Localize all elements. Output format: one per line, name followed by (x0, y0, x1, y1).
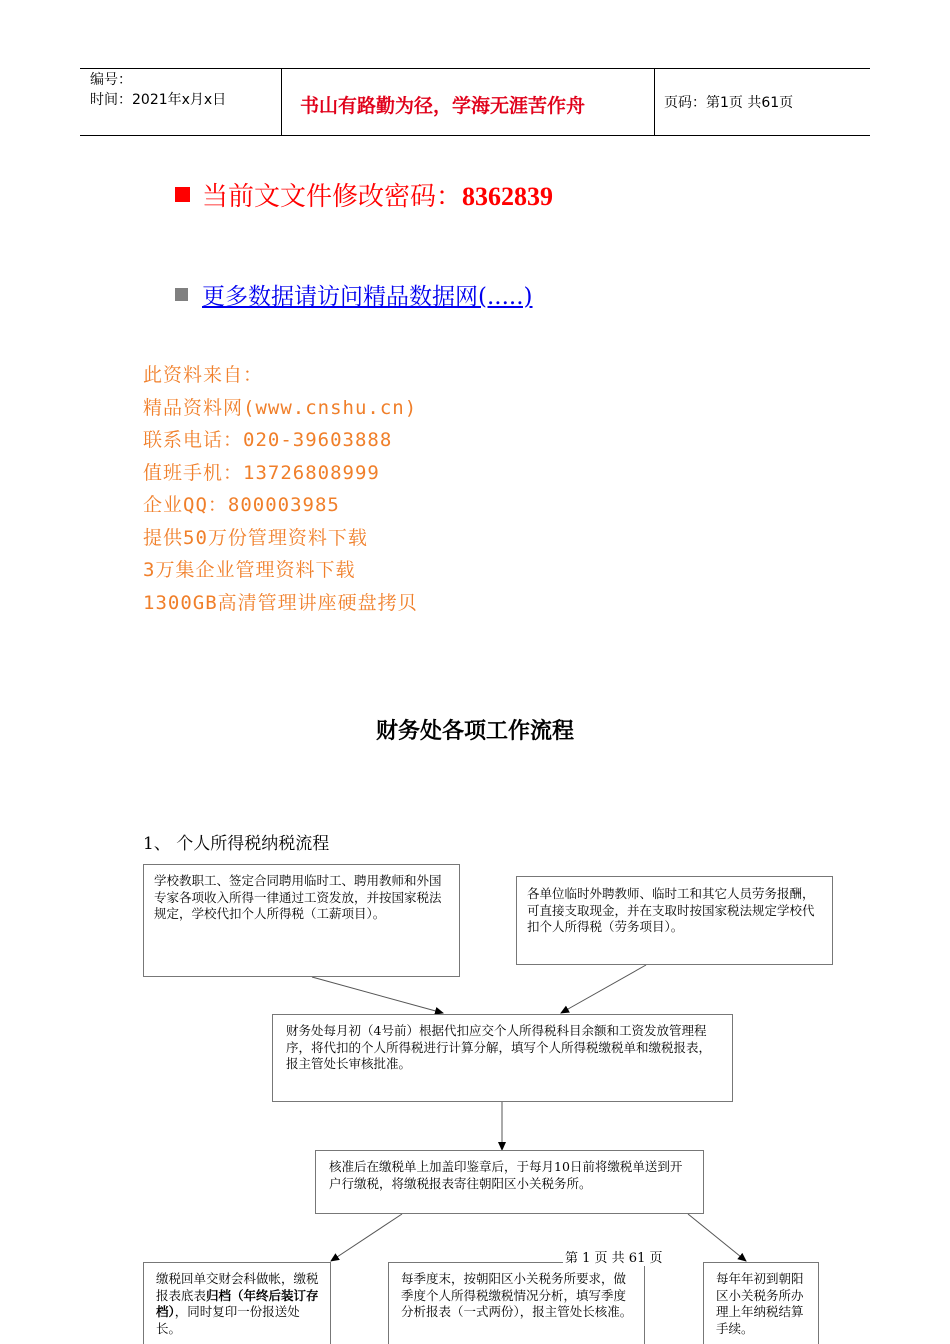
flow-box-payroll-withholding: 学校教职工、签定合同聘用临时工、聘用教师和外国专家各项收入所得一律通过工资发放，并按国家税法规定，学校代扣个人所得税（工薪项目）。 (143, 864, 460, 977)
source-line: 此资料来自： (143, 364, 264, 386)
source-line: 1300GB高清管理讲座硬盘拷贝 (143, 591, 418, 614)
flow-box-quarterly-analysis: 每季度末，按朝阳区小关税务所要求，做季度个人所得税缴税情况分析，填写季度分析报表（一式两份），报主管处长核准。 (388, 1262, 645, 1344)
filing-text-a: 缴税回单交财会科做帐，缴税报表底表 (156, 1271, 319, 1303)
source-line: 联系电话：020-39603888 (143, 429, 393, 451)
arrow-stamp-to-bottom-right (688, 1214, 746, 1261)
header-time: 时间：2021年x月x日 (90, 92, 227, 108)
footer-page-number: 第 1 页 共 61 页 (563, 1247, 664, 1266)
source-line: 精品资料网(www.cnshu.cn) (143, 396, 418, 419)
arrow-stamp-to-bottom-left (331, 1214, 402, 1261)
flow-box-stamp-and-pay: 核准后在缴税单上加盖印鉴章后，于每月10日前将缴税单送到开户行缴税，将缴税报表寄往朝阳区小关税务所。 (315, 1150, 704, 1214)
filing-text-c: ，同时复印一份报送处长。 (156, 1304, 300, 1336)
password-label: 当前文文件修改密码： (202, 182, 463, 212)
source-line: 3万集企业管理资料下载 (143, 559, 356, 581)
source-line: 提供50万份管理资料下载 (143, 526, 368, 549)
section-heading: 1、 个人所得税纳税流程 (143, 834, 330, 854)
more-data-link[interactable]: 更多数据请访问精品数据网(.....) (202, 284, 533, 310)
password-code: 8362839 (462, 182, 554, 211)
flow-box-filing (143, 1262, 331, 1344)
arrow-left-to-middle (312, 977, 443, 1013)
document-title: 财务处各项工作流程 (375, 718, 574, 744)
filing-text-bold: 归档（年终后装订存档） (156, 1287, 319, 1319)
source-line: 企业QQ：800003985 (143, 494, 340, 516)
header-page-info: 页码：第1页 共61页 (664, 95, 794, 111)
header-motto: 书山有路勤为径，学海无涯苦作舟 (300, 95, 586, 117)
arrow-right-to-middle (561, 965, 646, 1013)
source-line: 值班手机：13726808999 (143, 461, 380, 484)
header-number: 编号： (90, 72, 132, 88)
flow-box-monthly-calculation: 财务处每月初（4号前）根据代扣应交个人所得税科目余额和工资发放管理程序，将代扣的个人所得税进行计算分解，填写个人所得税缴税单和缴税报表，报主管处长审核批准。 (272, 1014, 733, 1102)
flow-box-annual-settlement: 每年年初到朝阳区小关税务所办理上年纳税结算手续。 (703, 1262, 819, 1344)
flow-box-labor-withholding: 各单位临时外聘教师、临时工和其它人员劳务报酬，可直接支取现金，并在支取时按国家税法规定学校代扣个人所得税（劳务项目）。 (516, 876, 833, 965)
